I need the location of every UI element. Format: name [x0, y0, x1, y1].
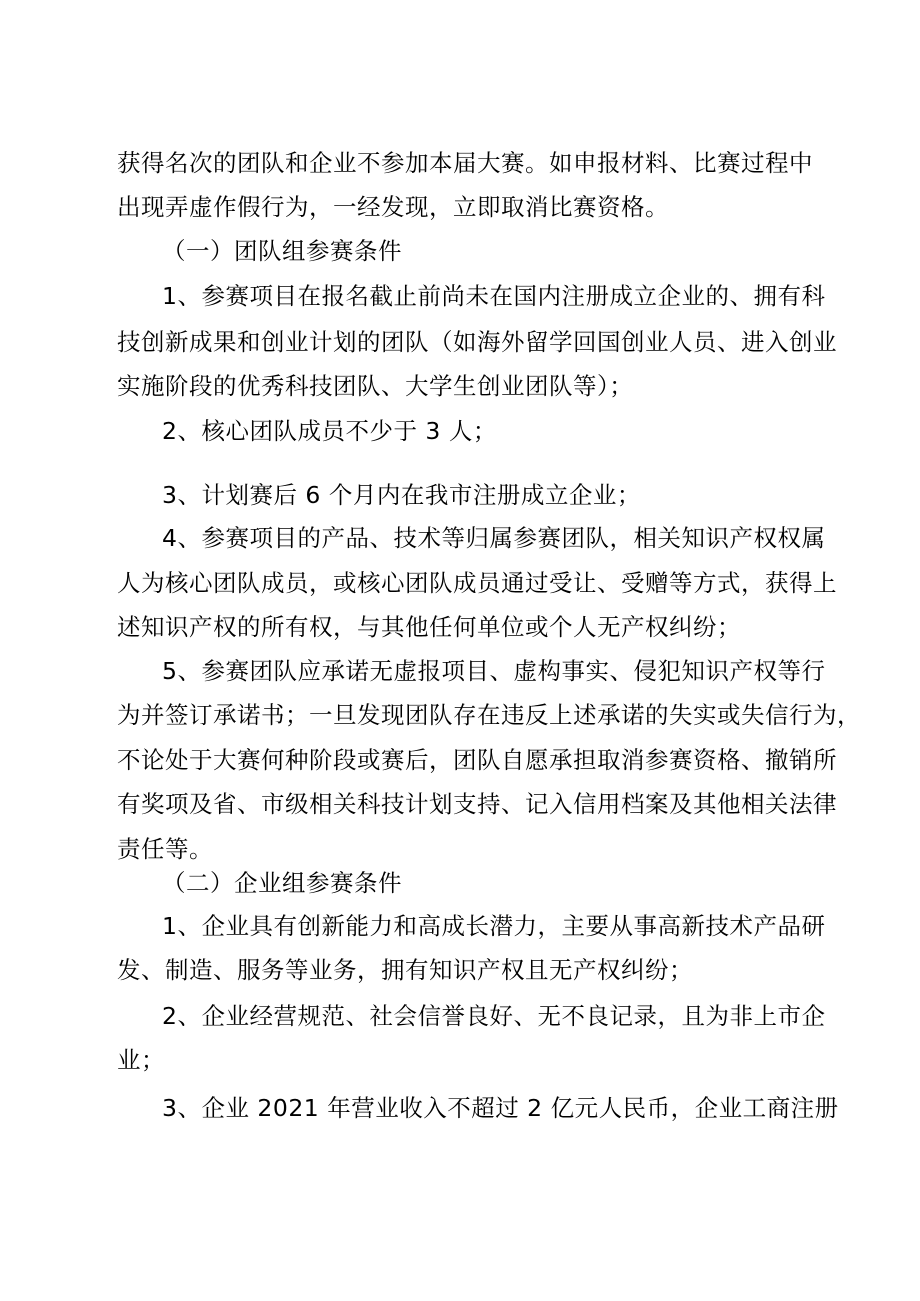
paragraph-line: 述知识产权的所有权，与其他任何单位或个人无产权纠纷； [117, 613, 741, 641]
paragraph-line: 出现弄虚作假行为，一经发现，立即取消比赛资格。 [117, 193, 669, 221]
paragraph-line: 5、参赛团队应承诺无虚报项目、虚构事实、侵犯知识产权等行 [162, 657, 826, 685]
paragraph-line: 发、制造、服务等业务，拥有知识产权且无产权纠纷； [117, 956, 693, 984]
paragraph-line: 3、企业 2021 年营业收入不超过 2 亿元人民币，企业工商注册 [162, 1094, 839, 1122]
paragraph-line: 3、计划赛后 6 个月内在我市注册成立企业； [162, 481, 641, 509]
paragraph-line: 为并签订承诺书；一旦发现团队存在违反上述承诺的失实或失信行为， [117, 701, 861, 729]
section-heading: （二）企业组参赛条件 [162, 869, 402, 897]
paragraph-line: 业； [117, 1046, 165, 1074]
paragraph-line: 2、核心团队成员不少于 3 人； [162, 417, 497, 445]
paragraph-line: 获得名次的团队和企业不参加本届大赛。如申报材料、比赛过程中 [117, 149, 813, 177]
paragraph-line: 4、参赛项目的产品、技术等归属参赛团队，相关知识产权权属 [162, 524, 826, 552]
paragraph-line: 实施阶段的优秀科技团队、大学生创业团队等）； [117, 372, 634, 400]
paragraph-line: 责任等。 [117, 835, 213, 863]
paragraph-line: 1、参赛项目在报名截止前尚未在国内注册成立企业的、拥有科 [162, 282, 826, 310]
paragraph-line: 2、企业经营规范、社会信誉良好、无不良记录，且为非上市企 [162, 1002, 826, 1030]
paragraph-line: 技创新成果和创业计划的团队（如海外留学回国创业人员、进入创业 [117, 328, 837, 356]
paragraph-line: 1、企业具有创新能力和高成长潜力，主要从事高新技术产品研 [162, 912, 826, 940]
section-heading: （一）团队组参赛条件 [162, 237, 402, 265]
paragraph-line: 有奖项及省、市级相关科技计划支持、记入信用档案及其他相关法律 [117, 790, 837, 818]
paragraph-line: 不论处于大赛何种阶段或赛后，团队自愿承担取消参赛资格、撤销所 [117, 746, 837, 774]
paragraph-line: 人为核心团队成员，或核心团队成员通过受让、受赠等方式，获得上 [117, 569, 837, 597]
